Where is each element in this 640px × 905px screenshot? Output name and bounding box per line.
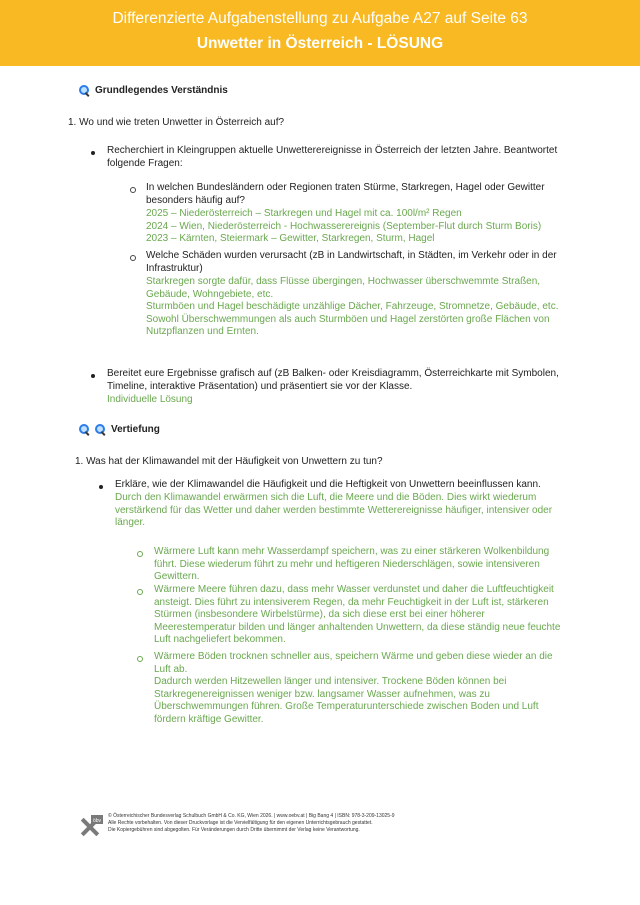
logo-text: öbv bbox=[92, 818, 102, 824]
answer-line: Stürmen (insbesondere Wirbelstürme), da sich diese erst bei einer höherer bbox=[154, 609, 485, 620]
bullet-1-text bbox=[107, 145, 557, 170]
page-title: Differenzierte Aufgabenstellung zu Aufgabe A27 auf Seite 63 bbox=[112, 10, 528, 27]
footer-copyright: © Österreichischer Bundesverlag Schulbuch GmbH & Co. KG, Wien 2026. | www.oebv.at | Big Bang 4 | ISBN: 978-3-209-13025-9 bbox=[108, 813, 395, 819]
footer-fees: Die Kopiergebühren sind abgegolten. Für Veränderungen durch Dritte übernimmt der Verlag keine Verantwortung. bbox=[108, 827, 360, 833]
sub-question-regions bbox=[146, 182, 545, 207]
section-heading-basic-text: Grundlegendes Verständnis bbox=[95, 85, 228, 96]
bullet-2-text bbox=[107, 368, 559, 393]
section-heading-advanced-text: Vertiefung bbox=[111, 424, 160, 435]
text-line: Infrastruktur) bbox=[146, 262, 203, 274]
header-banner bbox=[0, 0, 640, 66]
text-line: folgende Fragen: bbox=[107, 157, 183, 169]
section-heading-advanced bbox=[79, 424, 160, 435]
answer-line: Wärmere Luft kann mehr Wasserdampf speichern, was zu einer stärkeren Wolkenbildung bbox=[154, 546, 550, 557]
question-1: 1. Wo und wie treten Unwetter in Österreich auf? bbox=[68, 117, 285, 128]
answer-warm-seas bbox=[154, 584, 560, 647]
text-line: Bereitet eure Ergebnisse grafisch auf (zB Balken- oder Kreisdiagramm, Österreichkarte mit Symbolen, bbox=[107, 368, 559, 379]
section-heading-basic bbox=[79, 85, 228, 96]
answer-line: führt. Diese wiederum führt zu mehr und heftigeren Niederschlägen, sowie intensiveren bbox=[154, 558, 540, 570]
answer-line: Dadurch werden Hitzewellen länger und intensiver. Trockene Böden können bei bbox=[154, 676, 507, 687]
answer-line: 2024 – Wien, Niederösterreich - Hochwasserereignis (September-Flut durch Sturm Boris) bbox=[146, 220, 542, 232]
answer-line: Wärmere Böden trocknen schneller aus, speichern Wärme und geben diese wieder an die bbox=[154, 651, 553, 662]
answer-line: Wärmere Meere führen dazu, dass mehr Wasser verdunstet und daher die Luftfeuchtigkeit bbox=[154, 584, 554, 595]
sub-question-damages bbox=[146, 250, 557, 275]
answer-line: Nutzpflanzen und Ernten. bbox=[146, 326, 259, 337]
magnifier-icon bbox=[79, 424, 90, 435]
answer-line: Gewittern. bbox=[154, 571, 200, 582]
answer-line: Starkregen sorgte dafür, dass Flüsse übergingen, Hochwasser überschwemmte Straßen, bbox=[146, 276, 541, 287]
bullet-dot bbox=[91, 151, 95, 155]
text-line: In welchen Bundesländern oder Regionen traten Stürme, Starkregen, Hagel oder Gewitter bbox=[146, 182, 545, 193]
bullet-dot bbox=[91, 374, 95, 378]
answer-line: Sturmböen und Hagel beschädigte unzählige Dächer, Fahrzeuge, Stromnetze, Gebäude, etc. bbox=[146, 301, 559, 312]
publisher-logo bbox=[76, 813, 104, 841]
answer-line: Durch den Klimawandel erwärmen sich die Luft, die Meere und die Böden. Dies wirkt wiederum bbox=[115, 492, 537, 503]
answer-damages bbox=[146, 276, 558, 339]
answer-line: fördern kräftige Gewitter. bbox=[154, 713, 264, 725]
magnifier-icon bbox=[79, 85, 90, 96]
answer-warm-soil bbox=[154, 651, 553, 726]
bullet-explain-text: Erkläre, wie der Klimawandel die Häufigkeit und die Heftigkeit von Unwettern beeinflussen kann. bbox=[115, 479, 541, 490]
sub-bullet-circle bbox=[137, 589, 143, 595]
answer-line: ansteigt. Dies führt zu intensiverem Regen, da mehr Feuchtigkeit in der Luft ist, stärkeren bbox=[154, 596, 549, 608]
answer-line: Luft ab. bbox=[154, 663, 188, 675]
sub-bullet-circle bbox=[130, 255, 136, 261]
answer-line: Luft nachgeliefert bekommen. bbox=[154, 634, 286, 645]
answer-line: 2023 – Kärnten, Steiermark – Gewitter, Starkregen, Sturm, Hagel bbox=[146, 233, 435, 244]
answer-line: 2025 – Niederösterreich – Starkregen und Hagel mit ca. 100l/m² Regen bbox=[146, 208, 462, 219]
sub-bullet-circle bbox=[137, 656, 143, 662]
answer-line: verstärkend für das Wetter und daher werden bestimmte Wetterereignisse häufiger, intensiver oder bbox=[115, 504, 553, 516]
answer-line: Überschwemmungen führen. Große Temperaturunterschiede zwischen Boden und Luft bbox=[154, 701, 539, 712]
question-2: 1. Was hat der Klimawandel mit der Häufigkeit von Unwettern zu tun? bbox=[75, 456, 383, 467]
answer-line: Meerestemperatur bilden und länger anhaltenden Unwettern, da diese ständig neue feuchte bbox=[154, 621, 561, 633]
answer-individual: Individuelle Lösung bbox=[107, 394, 193, 405]
footer-rights: Alle Rechte vorbehalten. Von dieser Druckvorlage ist die Vervielfältigung für den eigenen Unterrichtsgebrauch gestattet. bbox=[108, 820, 373, 826]
bullet-dot bbox=[99, 485, 103, 489]
answer-climate-intro bbox=[115, 492, 552, 530]
answer-line: länger. bbox=[115, 517, 146, 528]
answer-regions bbox=[146, 208, 541, 246]
answer-warm-air bbox=[154, 546, 549, 584]
answer-line: Gebäude, Wohngebiete, etc. bbox=[146, 288, 274, 300]
text-line: Recherchiert in Kleingruppen aktuelle Unwetterereignisse in Österreich der letzten Jahre. Beantwortet bbox=[107, 145, 558, 156]
text-line: besonders häufig auf? bbox=[146, 194, 245, 206]
sub-bullet-circle bbox=[130, 187, 136, 193]
page-subtitle: Unwetter in Österreich - LÖSUNG bbox=[196, 35, 444, 52]
answer-line: Sowohl Überschwemmungen als auch Sturmböen und Hagel zerstörten große Flächen von bbox=[146, 313, 550, 325]
text-line: Welche Schäden wurden verursacht (zB in Landwirtschaft, in Städten, im Verkehr oder in der bbox=[146, 250, 557, 261]
magnifier-icon bbox=[95, 424, 106, 435]
text-line: Timeline, interaktive Präsentation) und präsentiert sie vor der Klasse. bbox=[107, 380, 413, 392]
sub-bullet-circle bbox=[137, 551, 143, 557]
answer-line: Starkregenereignissen weniger bzw. langsamer Wasser aufnehmen, was zu bbox=[154, 688, 490, 700]
